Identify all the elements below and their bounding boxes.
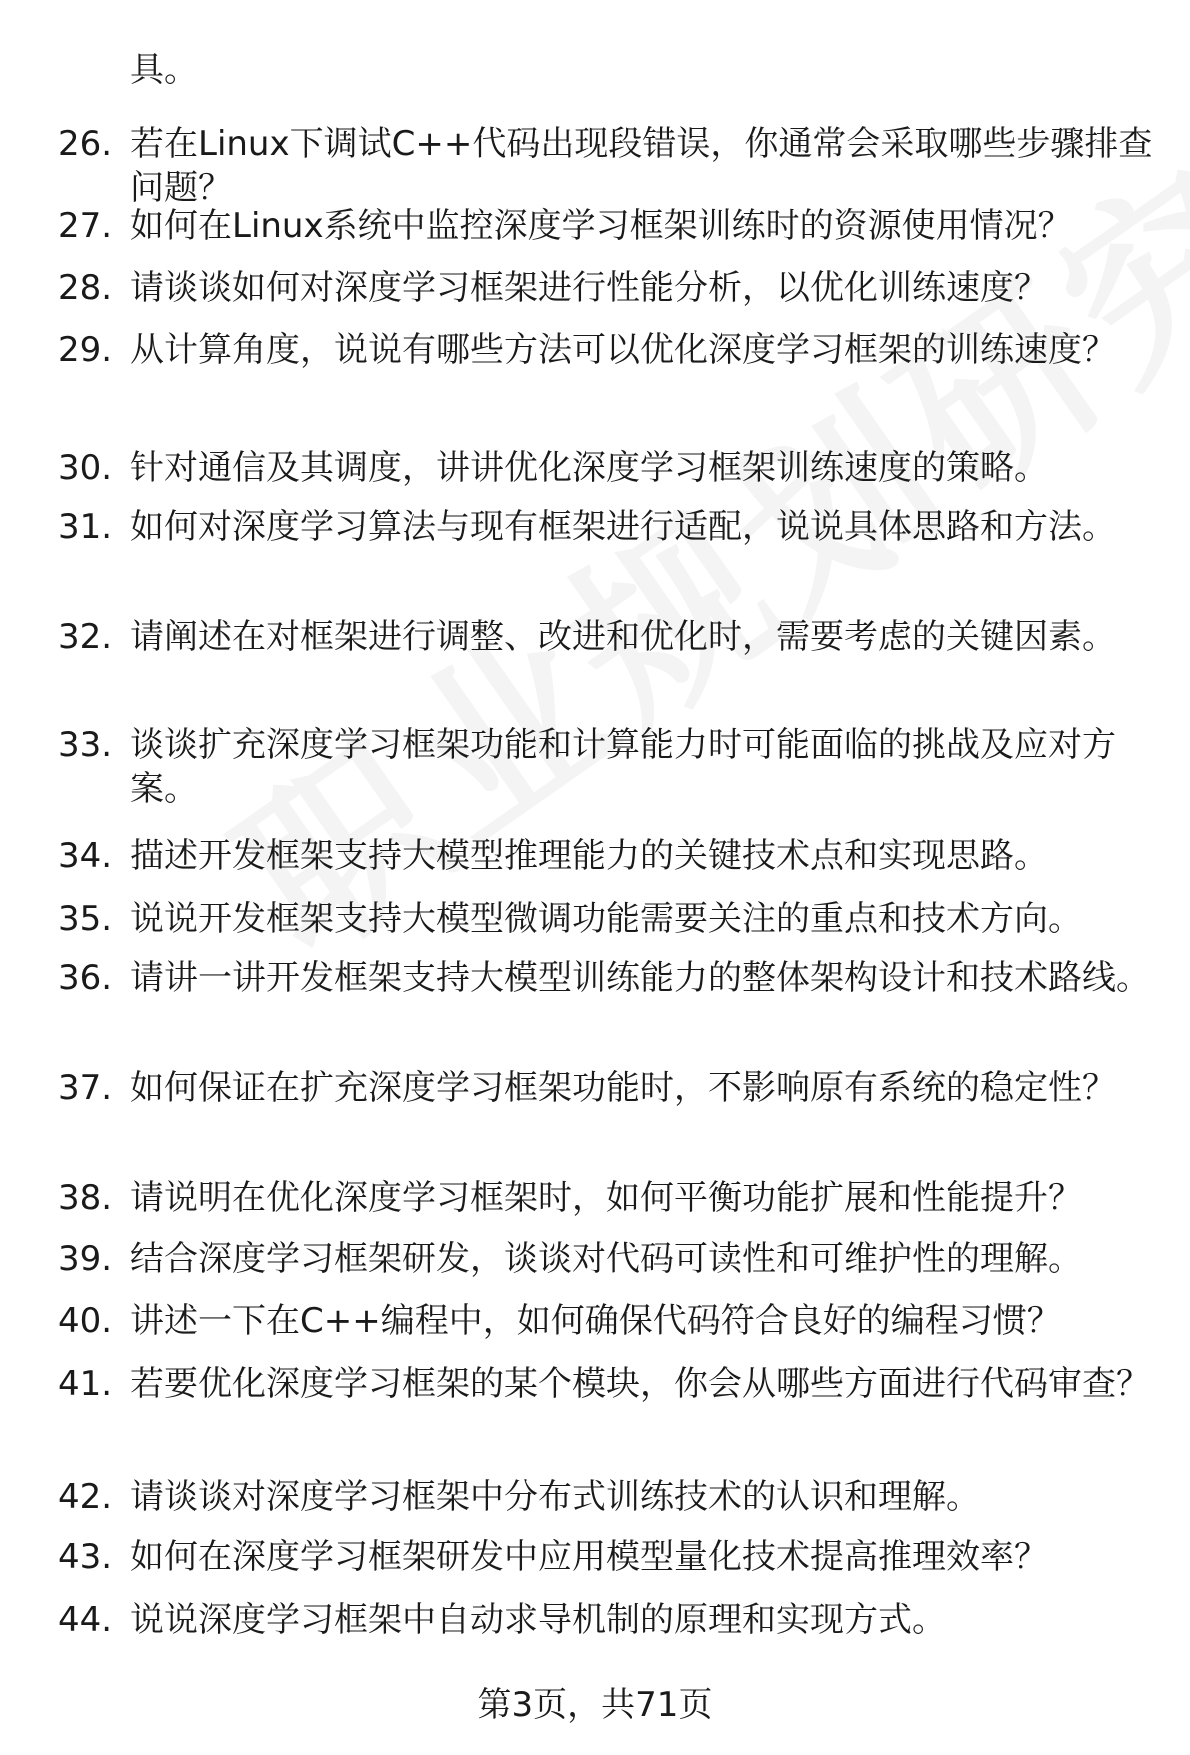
question-text: 请阐述在对框架进行调整、改进和优化时，需要考虑的关键因素。: [130, 617, 1116, 657]
question-text: 若要优化深度学习框架的某个模块，你会从哪些方面进行代码审查？: [130, 1364, 1150, 1404]
question-text: 如何在深度学习框架研发中应用模型量化技术提高推理效率？: [130, 1537, 1048, 1577]
question-number: 44.: [58, 1600, 113, 1640]
question-text: 请谈谈如何对深度学习框架进行性能分析，以优化训练速度？: [130, 268, 1048, 308]
question-text: 谈谈扩充深度学习框架功能和计算能力时可能面临的挑战及应对方案。: [130, 725, 1116, 809]
question-number: 37.: [58, 1068, 113, 1108]
question-text: 如何对深度学习算法与现有框架进行适配，说说具体思路和方法。: [130, 507, 1116, 547]
question-number: 32.: [58, 617, 113, 657]
question-number: 38.: [58, 1178, 113, 1218]
question-text: 请谈谈对深度学习框架中分布式训练技术的认识和理解。: [130, 1477, 980, 1517]
question-number: 29.: [58, 330, 113, 370]
question-number: 28.: [58, 268, 113, 308]
question-text: 如何在Linux系统中监控深度学习框架训练时的资源使用情况？: [130, 206, 1072, 246]
question-number: 36.: [58, 958, 113, 998]
question-number: 42.: [58, 1477, 113, 1517]
question-text: 从计算角度，说说有哪些方法可以优化深度学习框架的训练速度？: [130, 330, 1116, 370]
question-number: 40.: [58, 1301, 113, 1341]
question-number: 26.: [58, 124, 113, 164]
question-text: 请讲一讲开发框架支持大模型训练能力的整体架构设计和技术路线。: [130, 958, 1150, 998]
question-text: 说说开发框架支持大模型微调功能需要关注的重点和技术方向。: [130, 899, 1082, 939]
question-number: 27.: [58, 206, 113, 246]
question-number: 34.: [58, 836, 113, 876]
question-text: 讲述一下在C++编程中，如何确保代码符合良好的编程习惯？: [130, 1301, 1061, 1341]
question-text: 针对通信及其调度，讲讲优化深度学习框架训练速度的策略。: [130, 448, 1048, 488]
question-text: 请说明在优化深度学习框架时，如何平衡功能扩展和性能提升？: [130, 1178, 1082, 1218]
question-text: 描述开发框架支持大模型推理能力的关键技术点和实现思路。: [130, 836, 1048, 876]
question-text: 结合深度学习框架研发，谈谈对代码可读性和可维护性的理解。: [130, 1239, 1082, 1279]
question-text: 若在Linux下调试C++代码出现段错误，你通常会采取哪些步骤排查问题？: [130, 124, 1153, 208]
question-number: 35.: [58, 899, 113, 939]
page-footer: 第3页，共71页: [477, 1685, 713, 1725]
question-text: 如何保证在扩充深度学习框架功能时，不影响原有系统的稳定性？: [130, 1068, 1116, 1108]
question-number: 39.: [58, 1239, 113, 1279]
question-number: 43.: [58, 1537, 113, 1577]
question-number: 33.: [58, 725, 113, 765]
question-number: 31.: [58, 507, 113, 547]
question-number: 41.: [58, 1364, 113, 1404]
question-number: 30.: [58, 448, 113, 488]
question-text: 说说深度学习框架中自动求导机制的原理和实现方式。: [130, 1600, 946, 1640]
continuation-text: 具。: [130, 50, 198, 90]
